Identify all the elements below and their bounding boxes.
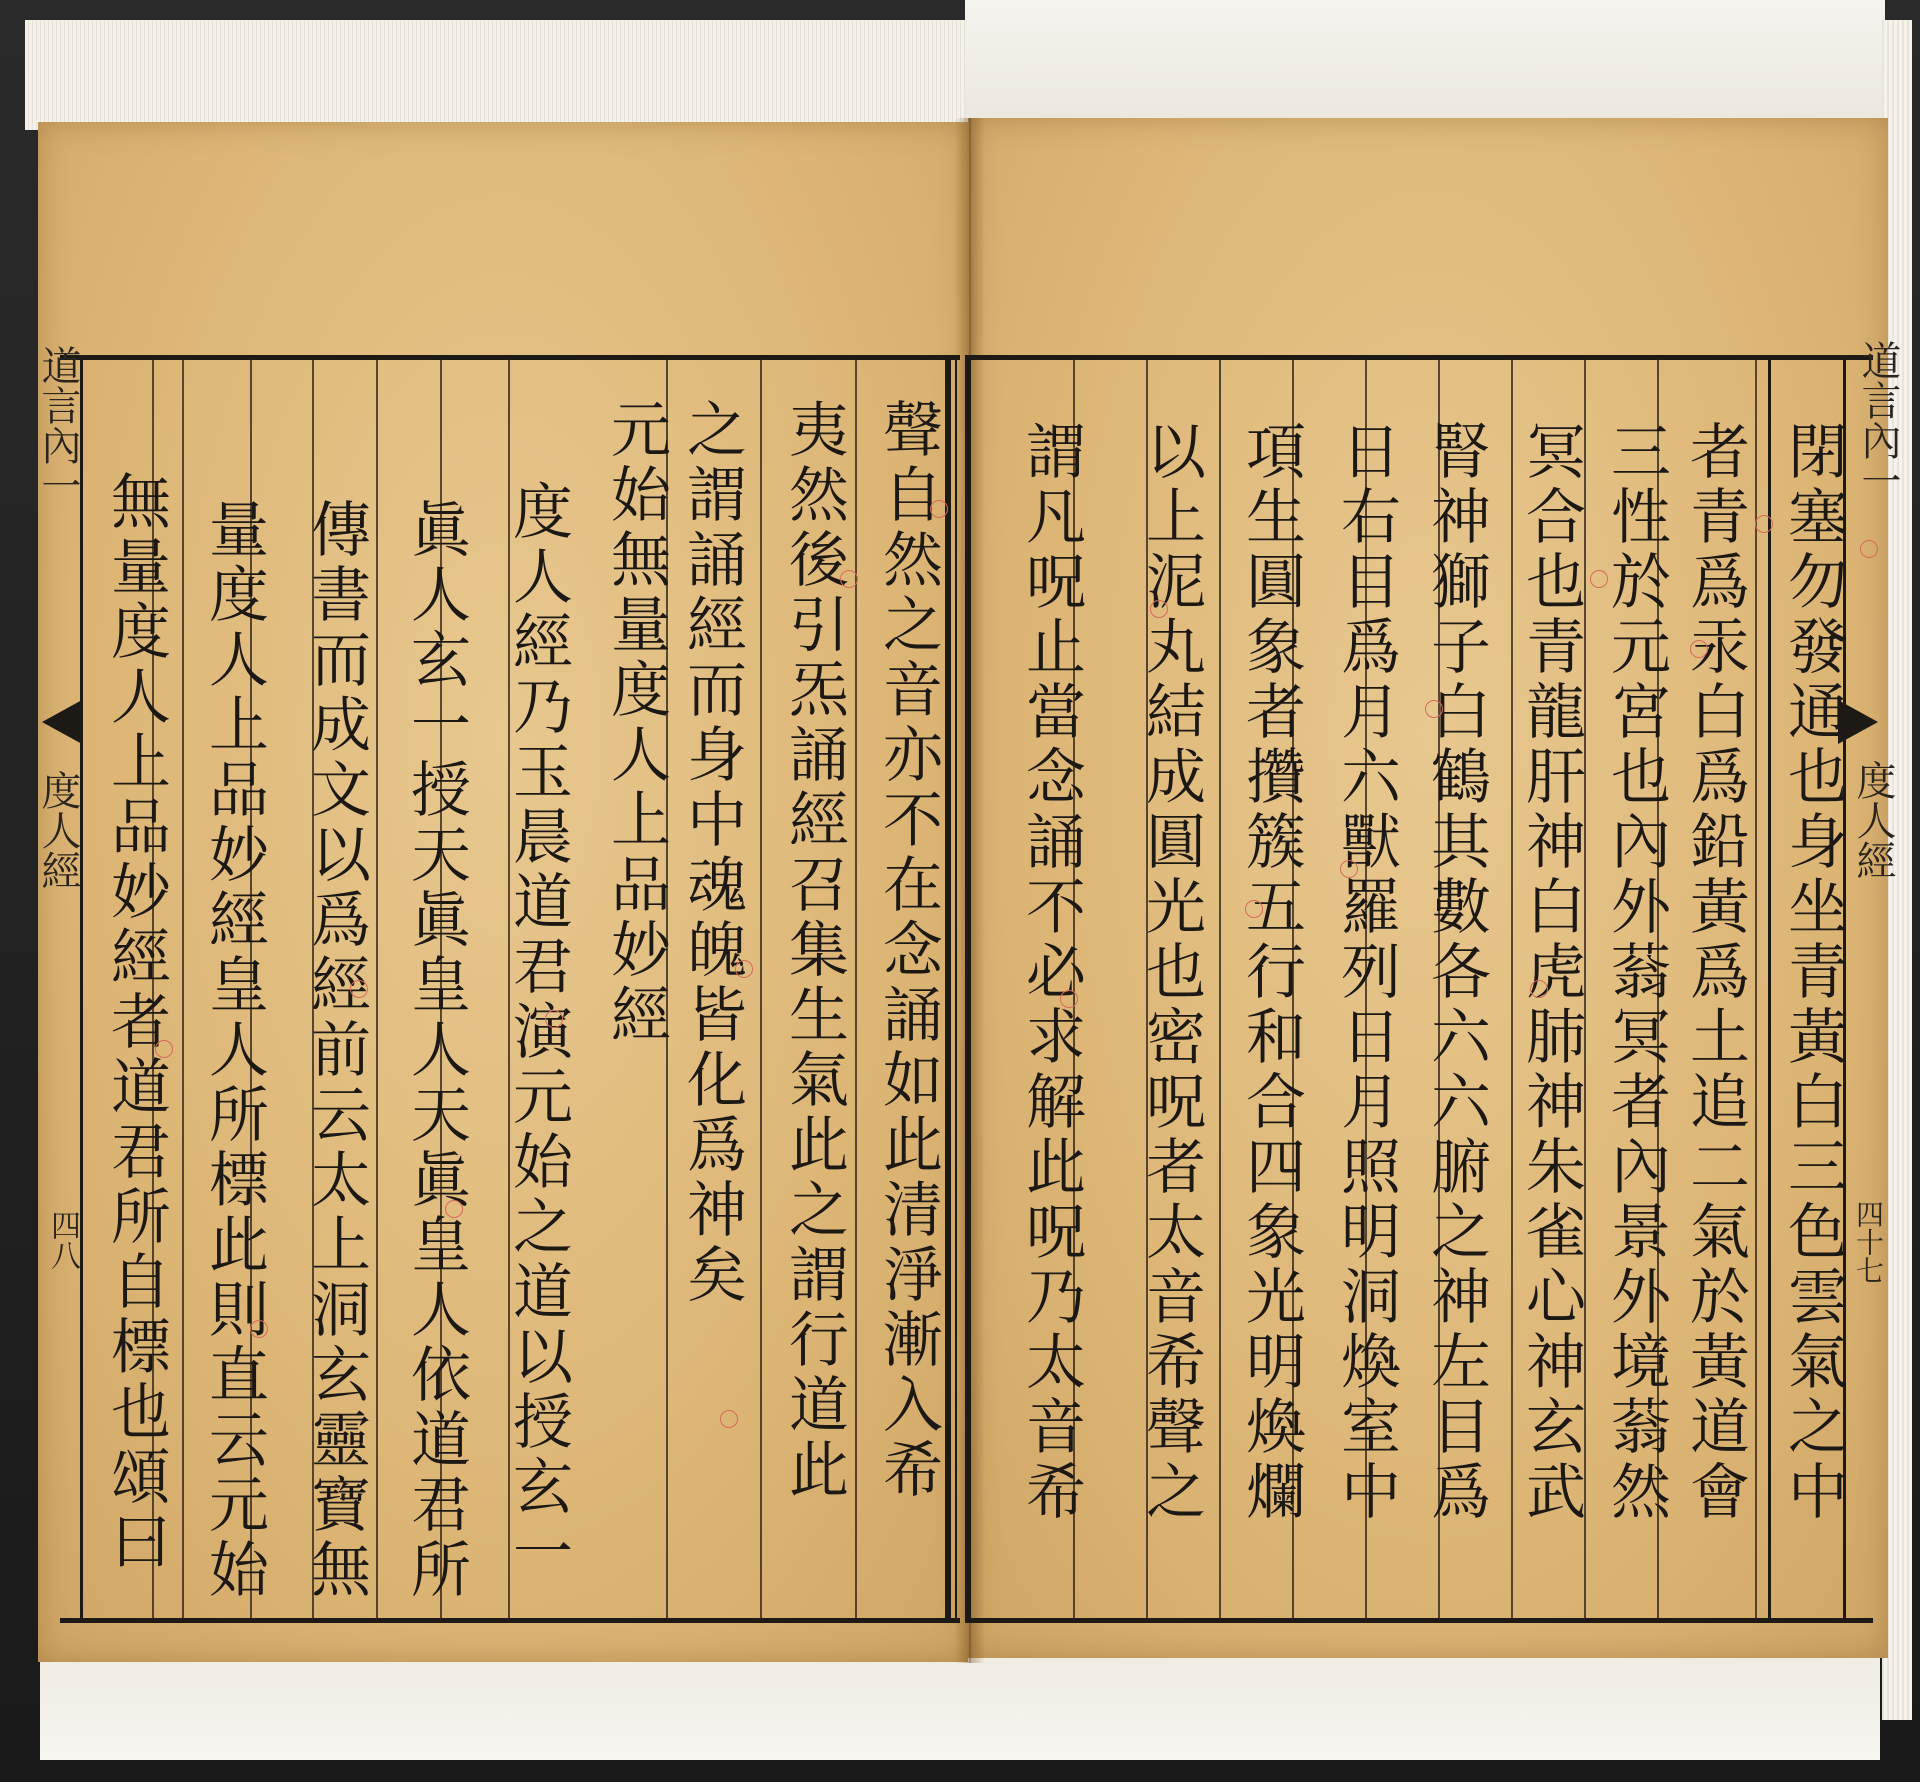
right-heart-chapter: 度人經: [1850, 760, 1896, 880]
right-heart-title: 道言內一: [1855, 340, 1901, 500]
right-frame-top: [968, 355, 1873, 360]
right-heart-rule-inner: [1768, 355, 1771, 1623]
red-punctuation-mark: [1425, 700, 1443, 718]
paper-edge-top-left: [25, 20, 965, 130]
left-frame-inner: [945, 355, 951, 1623]
left-heart-chapter: 度人經: [35, 770, 81, 890]
right-heart-folio: 四十七: [1852, 1200, 1885, 1284]
red-punctuation-mark: [1860, 540, 1878, 558]
red-punctuation-mark: [1755, 515, 1773, 533]
right-column-4: 冥合也青龍肝神白虎肺神朱雀心神玄武: [1516, 420, 1586, 1525]
right-column-5: 腎神獅子白鶴其數各六六腑之神左目爲: [1421, 420, 1491, 1525]
red-punctuation-mark: [350, 980, 368, 998]
left-column-9: 無量度人上品妙經者道君所自標也頌曰: [101, 470, 171, 1575]
col-rule: [1219, 358, 1221, 1620]
red-punctuation-mark: [1245, 900, 1263, 918]
right-column-6: 日右目爲月六獸羅列日月照明洞煥室中: [1331, 420, 1401, 1525]
right-column-3: 三性於元宮也內外蓊冥者內景外境蓊然: [1601, 420, 1671, 1525]
col-rule: [760, 358, 762, 1620]
red-punctuation-mark: [930, 500, 948, 518]
red-punctuation-mark: [1530, 980, 1548, 998]
right-column-9: 謂凡呪止當念誦不必求解此呪乃太音希: [1016, 420, 1086, 1525]
red-punctuation-mark: [1150, 600, 1168, 618]
right-column-1: 閉塞勿發通也身坐青黃白三色雲氣之中: [1778, 420, 1848, 1525]
red-punctuation-mark: [735, 960, 753, 978]
red-punctuation-mark: [720, 1410, 738, 1428]
left-heart-folio: 四八: [45, 1210, 80, 1270]
left-column-5: 度人經乃玉晨道君演元始之道以授玄一: [503, 480, 573, 1585]
left-column-6: 眞人玄一授天眞皇人天眞皇人依道君所: [401, 498, 471, 1603]
left-fishtail-icon: [42, 700, 82, 744]
left-column-3: 之謂誦經而身中魂魄皆化爲神矣: [677, 398, 747, 1308]
red-punctuation-mark: [1340, 860, 1358, 878]
col-rule: [376, 358, 378, 1620]
col-rule: [182, 358, 184, 1620]
red-punctuation-mark: [445, 1200, 463, 1218]
left-heart-title: 道言內一: [35, 345, 81, 505]
col-rule: [1755, 358, 1757, 1620]
col-rule: [1511, 358, 1513, 1620]
right-column-8: 以上泥丸結成圓光也密呪者太音希聲之: [1136, 420, 1206, 1525]
red-punctuation-mark: [155, 1040, 173, 1058]
paper-edge-top-right: [965, 0, 1885, 125]
red-punctuation-mark: [1060, 990, 1078, 1008]
red-punctuation-mark: [1590, 570, 1608, 588]
right-column-2: 者青爲汞白爲鉛黃爲土追二氣於黃道會: [1680, 420, 1750, 1525]
red-punctuation-mark: [840, 570, 858, 588]
left-column-8: 量度人上品妙經皇人所標此則直云元始: [199, 498, 269, 1603]
left-column-1: 聲自然之音亦不在念誦如此清淨漸入希: [873, 398, 943, 1503]
left-frame-inner-thin: [955, 355, 957, 1623]
red-punctuation-mark: [1690, 640, 1708, 658]
left-column-2: 夷然後引炁誦經召集生氣此之謂行道此: [779, 398, 849, 1503]
right-frame-inner: [965, 355, 971, 1623]
left-column-7: 傳書而成文以爲經前云太上洞玄靈寶無: [301, 498, 371, 1603]
red-punctuation-mark: [545, 1010, 563, 1028]
red-punctuation-mark: [250, 1320, 268, 1338]
right-column-7: 項生圓象者攢簇五行和合四象光明煥爛: [1236, 420, 1306, 1525]
col-rule: [855, 358, 857, 1620]
left-column-4: 元始無量度人上品妙經: [601, 398, 671, 1048]
left-frame-top: [60, 355, 960, 360]
right-frame-bottom: [968, 1618, 1873, 1623]
